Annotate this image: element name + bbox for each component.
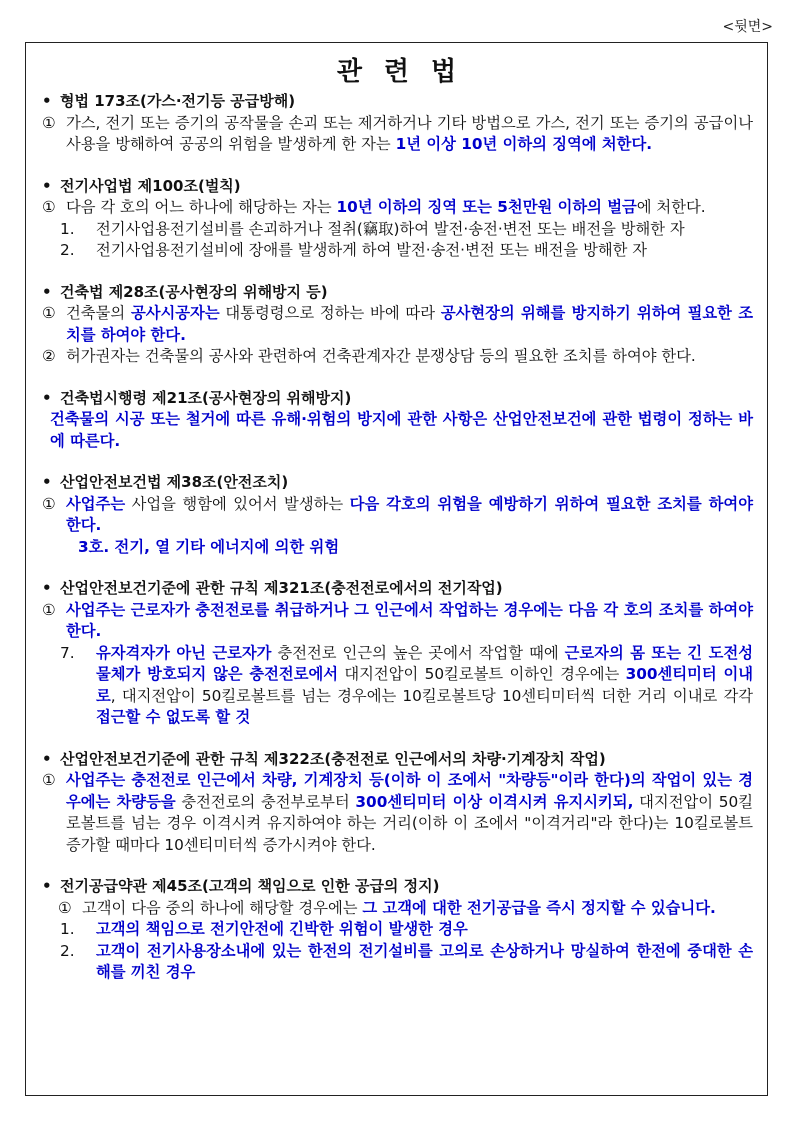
clause-text: 대지전압이 50킬로볼트 이하인 경우에는 [338,665,626,683]
clause-number: ① [58,898,72,917]
provision-clause [42,643,753,729]
bullet-icon: • [42,92,52,110]
page-side-label: <뒷면> [722,19,773,35]
clause-number: 1. [60,920,75,938]
emphasized-text: 사업주는 근로자가 충전전로를 취급하거나 그 인근에서 작업하는 경우에는 다음 각 호의 조치를 하여야 한다. [66,600,753,640]
clause-text: 대통령령으로 정하는 바에 따라 [219,304,441,322]
clause-number: 1. [60,219,75,238]
provision-clause [42,240,753,262]
provision-clause [42,919,753,941]
clause-text: 전기사업용전기설비에 장애를 발생하게 하여 발전·송전·변전 또는 배전을 방해한 자 [96,241,648,259]
bullet-icon: • [42,282,52,301]
law-section [42,472,753,558]
clause-text: 가스, 전기 또는 증기의 공작물을 손괴 또는 제거하거나 기타 방법으로 가스, 전기 또는 증기의 공급이나 사용을 방해하여 공공의 위험을 발생하게 한 자는 [66,113,753,153]
section-heading [42,472,753,494]
emphasized-text: 고객의 책임으로 전기안전에 긴박한 위험이 발생한 경우 [96,920,468,938]
section-heading-text: 산업안전보건기준에 관한 규칙 제322조(충전전로 인근에서의 차량·기계장치 작업) [60,749,606,768]
clause-text: 에 처한다. [636,198,706,216]
document-title: 관련법 [336,57,479,87]
section-heading-text: 전기사업법 제100조(벌칙) [60,176,241,195]
emphasized-text: 공사시공자는 [130,304,220,322]
emphasized-text: 10년 이하의 징역 또는 5천만원 이하의 벌금 [336,198,637,216]
section-heading-text: 전기공급약관 제45조(고객의 책임으로 인한 공급의 정지) [60,877,440,895]
emphasized-text: 1년 이상 10년 이하의 징역에 처한다. [395,135,653,153]
bullet-icon: • [42,176,52,195]
clause-text: , 대지전압이 50킬로볼트를 넘는 경우에는 10킬로볼트당 10센티미터씩 더한 거리 이내로 각각 [110,686,753,705]
section-heading [42,176,753,198]
law-section [42,91,753,156]
provision-clause [42,197,753,219]
emphasized-text: 사업주는 충전전로 인근에서 차량, 기계장치 등(이하 이 조에서 "차량등"이라 한다)의 작업이 있는 경우에는 차량등을 [66,771,753,811]
clause-text: 건축물의 [66,304,131,322]
emphasized-text: 사업주는 [66,494,126,513]
emphasized-text: 공사현장의 위해를 방지하기 위하여 필요한 조치를 하여야 한다. [66,304,753,344]
emphasized-text: 3호. 전기, 열 기타 에너지에 의한 위험 [78,537,340,556]
section-heading-text: 형법 173조(가스·전기등 공급방해) [60,92,296,110]
provision-clause [42,409,753,452]
emphasized-text: 300센티미터 이상 이격시켜 유지시키되, [355,792,634,811]
emphasized-text: 접근할 수 없도록 할 것 [96,708,251,726]
emphasized-text: 그 고객에 대한 전기공급을 즉시 정지할 수 있습니다. [362,898,716,917]
emphasized-text: 300센티미터 이내로 [96,665,753,705]
clause-text: 전기사업용전기설비를 손괴하거나 절취(竊取)하여 발전·송전·변전 또는 배전을 방해한 자 [96,219,685,238]
provision-clause [42,600,753,643]
clause-number: ① [42,600,56,619]
section-heading-text: 산업안전보건법 제38조(안전조치) [60,473,289,491]
provision-clause [42,898,753,920]
section-heading [42,91,753,113]
section-heading [42,876,753,898]
law-section [42,388,753,453]
law-sections [42,91,753,984]
provision-clause [42,941,753,984]
clause-number: ② [42,347,56,365]
clause-number: 2. [60,941,75,960]
bullet-icon: • [42,579,52,597]
clause-text: 고객이 다음 중의 하나에 해당할 경우에는 [82,898,363,917]
clause-text: 사업을 행함에 있어서 발생하는 [125,494,350,513]
bullet-icon: • [42,877,52,895]
section-heading [42,282,753,304]
section-heading-text: 건축법시행령 제21조(공사현장의 위해방지) [60,388,352,407]
law-section [42,749,753,857]
law-section [42,282,753,368]
clause-text: 허가권자는 건축물의 공사와 관련하여 건축관계자간 분쟁상담 등의 필요한 조치를 하여야 한다. [66,347,696,365]
section-heading [42,578,753,600]
provision-clause [42,770,753,856]
emphasized-text: 고객이 전기사용장소내에 있는 한전의 전기설비를 고의로 손상하거나 망실하여 한전에 중대한 손해를 끼친 경우 [96,941,753,981]
clause-text: 다음 각 호의 어느 하나에 해당하는 자는 [66,198,337,216]
law-section [42,578,753,729]
section-heading-text: 산업안전보건기준에 관한 규칙 제321조(충전전로에서의 전기작업) [60,579,503,597]
provision-clause [42,113,753,156]
clause-number: 7. [60,643,75,662]
clause-number: ① [42,304,56,322]
clause-number: ① [42,494,56,513]
clause-number: ① [42,198,56,216]
clause-text: 충전전로 인근의 높은 곳에서 작업할 때에 [271,643,565,662]
section-heading [42,749,753,771]
provision-clause [42,346,753,368]
emphasized-text: 건축물의 시공 또는 철거에 따른 유해·위험의 방지에 관한 사항은 산업안전보건에 관한 법령이 정하는 바에 따른다. [50,410,753,450]
clause-number: ① [42,771,56,789]
provision-clause [42,219,753,241]
provision-clause [42,303,753,346]
section-heading [42,388,753,410]
section-heading-text: 건축법 제28조(공사현장의 위해방지 등) [60,282,328,301]
bullet-icon: • [42,388,52,407]
emphasized-text: 근로자의 몸 또는 긴 도전성물체가 방호되지 않은 충전전로에서 [96,643,753,683]
clause-number: 2. [60,241,75,259]
provision-clause [42,494,753,537]
clause-number: ① [42,113,56,132]
emphasized-text: 다음 각호의 위험을 예방하기 위하여 필요한 조치를 하여야 한다. [66,494,753,534]
clause-text: 충전전로의 충전부로부터 [175,792,356,811]
document-frame [25,42,768,1096]
bullet-icon: • [42,749,52,768]
clause-text: 대지전압이 50킬로볼트를 넘는 경우 이격시켜 유지하여야 하는 거리(이하 이 조에서 "이격거리"라 한다)는 10킬로볼트 증가할 때마다 10센티미터씩 증가시켜야 한다. [66,792,754,854]
law-section [42,876,753,984]
provision-clause [42,537,753,559]
law-section [42,176,753,262]
bullet-icon: • [42,473,52,491]
emphasized-text: 유자격자가 아닌 근로자가 [96,643,272,662]
